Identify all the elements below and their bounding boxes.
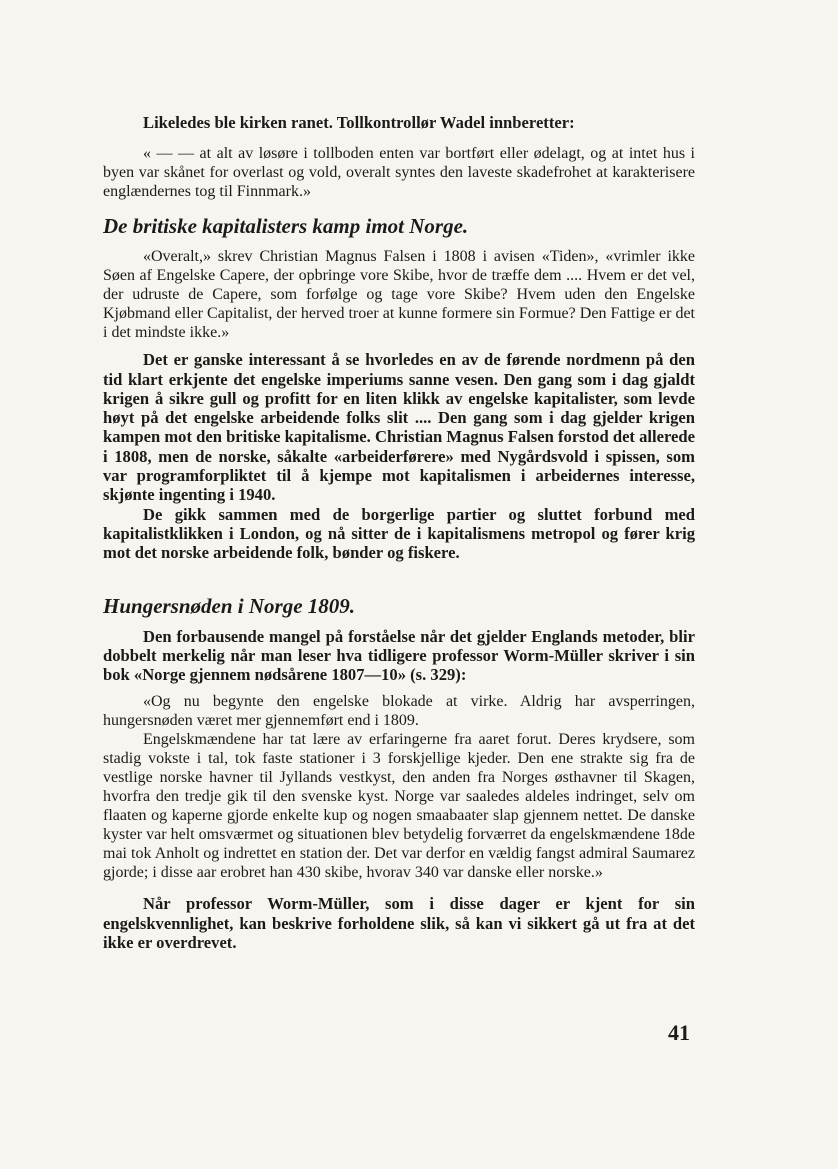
page-body xyxy=(103,113,695,952)
body-paragraph-3: Den forbausende mangel på forståelse når det gjelder Englands metoder, blir dobbelt merkelig når man leser hva tidligere professor Worm-Müller skriver i sin bok «Norge gjennem nødsårene 1807—10» (s. 329): xyxy=(103,626,695,685)
worm-muller-quote-1: «Og nu begynte den engelske blokade at virke. Aldrig har avsperringen, hungersnøden været mer gjennemført end i 1809. xyxy=(103,693,695,730)
worm-muller-quote-2: Engelskmændene har tat lære av erfaringerne fra aaret forut. Deres krydsere, som stadig vokste i tal, tok faste stationer i 3 forskjellige kjeder. Den ene strakte sig fra de vestlige norske havner til Jyllands vestkyst, den anden fra Norges østhavner til Skagen, hvorfra den tredje gik til den svenske kyst. Norge var saaledes aldeles indringet, selv om flaaten og kaperne gjorde enkelte kup og nogen smaabaater slap gjennem nettet. De danske kyster var helt omsværmet og situationen blev betydelig forværret da engelskmændene 18de mai tok Anholt og indrettet en station der. Det var derfor en vældig fangst admiral Saumarez gjorde; i disse aar erobret han 430 skibe, hvorav 340 var danske eller norske.» xyxy=(103,731,695,882)
wadel-quote: « — — at alt av løsøre i tollboden enten var bortført eller ødelagt, og at intet hus i byen var skånet for overlast og vold, overalt syntes den laveste skadefrohet at karakterisere englændernes tog til Finnmark.» xyxy=(103,145,695,201)
page-number: 41 xyxy=(668,1020,690,1045)
section-heading-kapitalister: De britiske kapitalisters kamp imot Norge. xyxy=(103,214,469,239)
body-paragraph-4: Når professor Worm-Müller, som i disse dager er kjent for sin engelskvennlighet, kan beskrive forholdene slik, så kan vi sikkert gå ut fra at det ikke er overdrevet. xyxy=(103,894,695,953)
body-paragraph-1: Det er ganske interessant å se hvorledes en av de førende nordmenn på den tid klart erkjente det engelske imperiums sanne vesen. Den gang som i dag gjaldt krigen å sikre gull og profitt for en liten klikk av engelske kapitalister, som levde høyt på det engelske arbeidende folks slit .... Den gang som i dag gjelder krigen kampen mot den britiske kapitalisme. Christian Magnus Falsen forstod det allerede i 1808, men de norske, såkalte «arbeiderførere» med Nygårdsvold i spissen, som var programforpliktet til å kjempe mot kapitalismen i arbeidernes interesse, skjønte ingenting i 1940. xyxy=(103,350,696,505)
falsen-quote: «Overalt,» skrev Christian Magnus Falsen i 1808 i avisen «Tiden», «vrimler ikke Søen af Engelske Capere, der opbringe vore Skibe, hvor de træffe dem .... Hvem er det vel, der udruste de Capere, som forfølge og tage vore Skibe? Hvem uden den Engelske Kjøbmand eller Capitalist, der herved troer at kunne formere sin Formue? Den Fattige er det i det mindste ikke.» xyxy=(103,248,695,342)
section-heading-hungersnoden: Hungersnøden i Norge 1809. xyxy=(103,593,356,618)
body-paragraph-2: De gikk sammen med de borgerlige partier og sluttet forbund med kapitalistklikken i London, og nå sitter de i kapitalismens metropol og fører krig mot det norske arbeidende folk, bønder og fiskere. xyxy=(103,504,695,563)
intro-paragraph: Likeledes ble kirken ranet. Tollkontrollør Wadel innberetter: xyxy=(143,113,575,132)
